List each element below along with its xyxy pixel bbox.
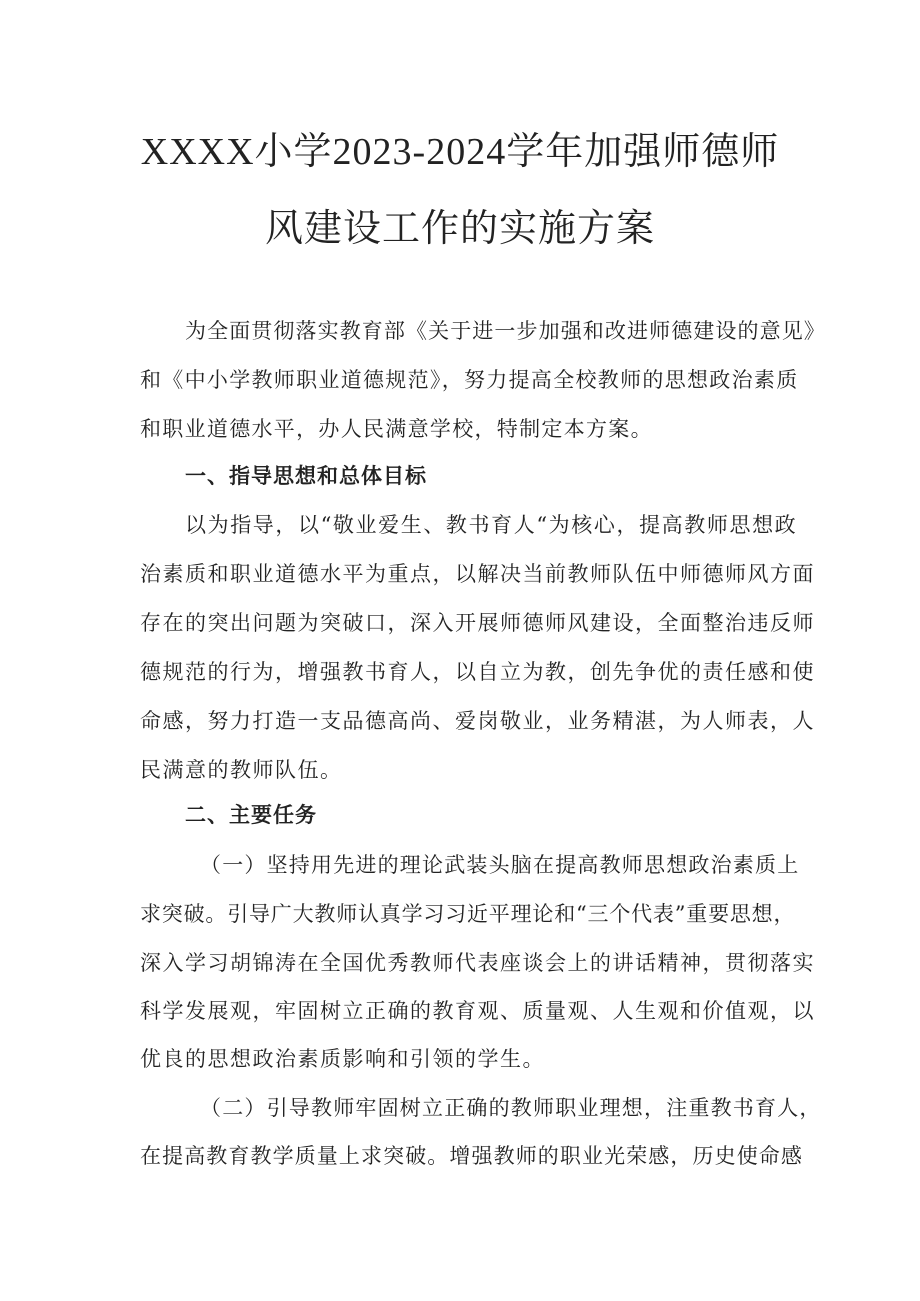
intro-line-1: 为全面贯彻落实教育部《关于进一步加强和改进师德建设的意见》 xyxy=(185,319,826,343)
section1-line-3: 存在的突出问题为突破口，深入开展师德师风建设，全面整治违反师 xyxy=(140,611,815,635)
section2-line-6: （二）引导教师牢固树立正确的教师职业理想，注重教书育人， xyxy=(200,1096,822,1120)
section2-line-4: 科学发展观，牢固树立正确的教育观、质量观、人生观和价值观，以 xyxy=(140,999,815,1023)
intro-line-3: 和职业道德水平，办人民满意学校，特制定本方案。 xyxy=(140,417,653,441)
section2-line-2: 求突破。引导广大教师认真学习习近平理论和“三个代表”重要思想， xyxy=(140,902,796,926)
section2-line-3: 深入学习胡锦涛在全国优秀教师代表座谈会上的讲话精神，贯彻落实 xyxy=(140,951,815,975)
section-heading-2: 二、主要任务 xyxy=(185,803,317,827)
section-heading-1: 一、指导思想和总体目标 xyxy=(185,464,427,488)
section1-line-5: 命感，努力打造一支品德高尚、爱岗敬业，业务精湛，为人师表，人 xyxy=(140,709,815,733)
section2-line-1: （一）坚持用先进的理论武装头脑在提高教师思想政治素质上 xyxy=(200,853,800,877)
section1-line-2: 治素质和职业道德水平为重点，以解决当前教师队伍中师德师风方面 xyxy=(140,562,815,586)
document-title-line-1: XXXX小学2023-2024学年加强师德师 xyxy=(140,131,780,173)
intro-line-2: 和《中小学教师职业道德规范》，努力提高全校教师的思想政治素质 xyxy=(140,368,799,392)
section1-line-4: 德规范的行为，增强教书育人，以自立为教，创先争优的责任感和使 xyxy=(140,660,815,684)
section1-line-1: 以为指导，以“敬业爱生、教书育人“为核心，提高教师思想政 xyxy=(185,513,798,537)
section1-line-6: 民满意的教师队伍。 xyxy=(140,758,343,782)
document-title-line-2: 风建设工作的实施方案 xyxy=(264,208,655,250)
section2-line-5: 优良的思想政治素质影响和引领的学生。 xyxy=(140,1047,545,1071)
section2-line-7: 在提高教育教学质量上求突破。增强教师的职业光荣感，历史使命感 xyxy=(140,1144,803,1168)
